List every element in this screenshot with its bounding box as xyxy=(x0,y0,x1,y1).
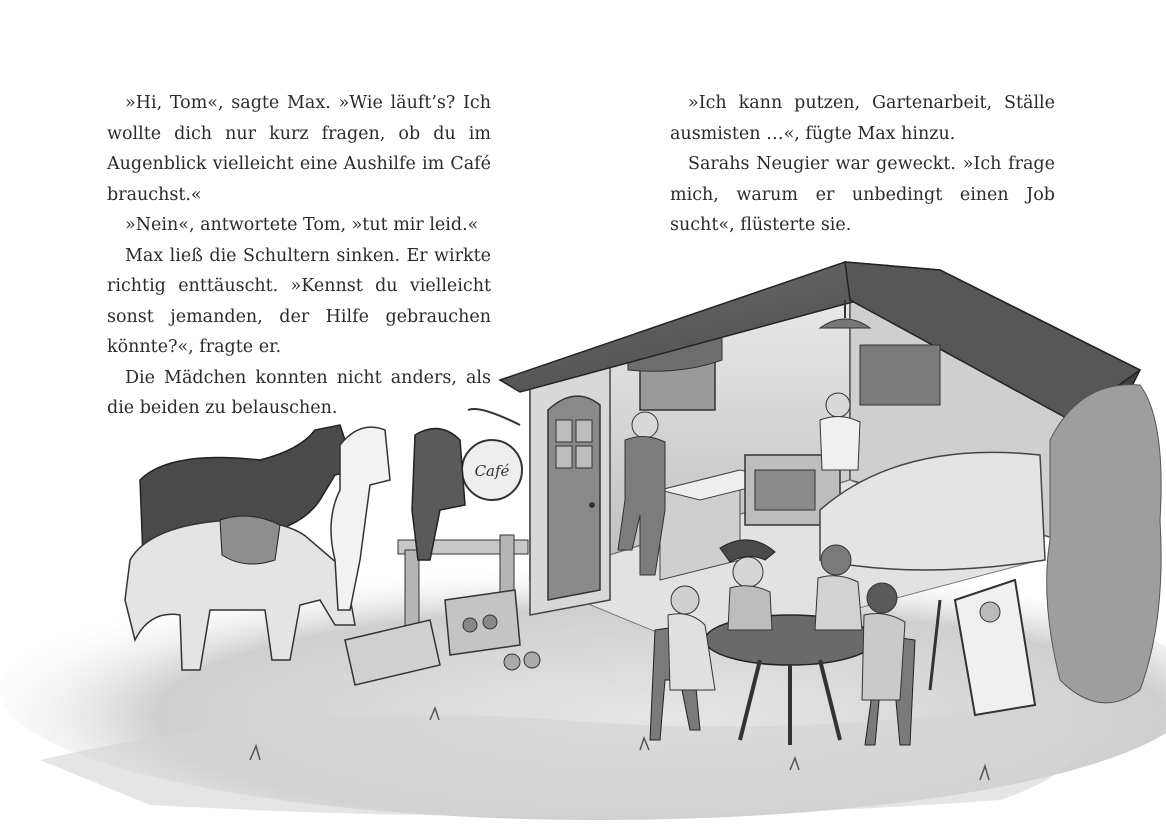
paragraph: Max ließ die Schultern sinken. Er wirkte richtig enttäuscht. »Kennst du vielleicht sonst jemanden, der Hilfe gebrauchen könnte?«, fragte er. xyxy=(107,245,491,357)
paragraph: Sarahs Neugier war geweckt. »Ich frage mich, warum er unbedingt einen Job sucht«, flüsterte sie. xyxy=(670,154,1055,235)
paragraph: Die Mädchen konnten nicht anders, als die beiden zu belauschen. xyxy=(107,367,491,418)
cafe-sign xyxy=(462,409,522,500)
paragraph: »Hi, Tom«, sagte Max. »Wie läuft’s? Ich wollte dich nur kurz fragen, ob du im Augenblick vielleicht eine Aushilfe im Café brauchst.« xyxy=(107,93,491,205)
bush xyxy=(1047,385,1161,703)
paragraph: »Ich kann putzen, Gartenarbeit, Ställe ausmisten …«, fügte Max hinzu. xyxy=(670,93,1055,144)
paragraph: »Nein«, antwortete Tom, »tut mir leid.« xyxy=(125,215,479,235)
cafe-sign-text: Café xyxy=(474,462,510,480)
